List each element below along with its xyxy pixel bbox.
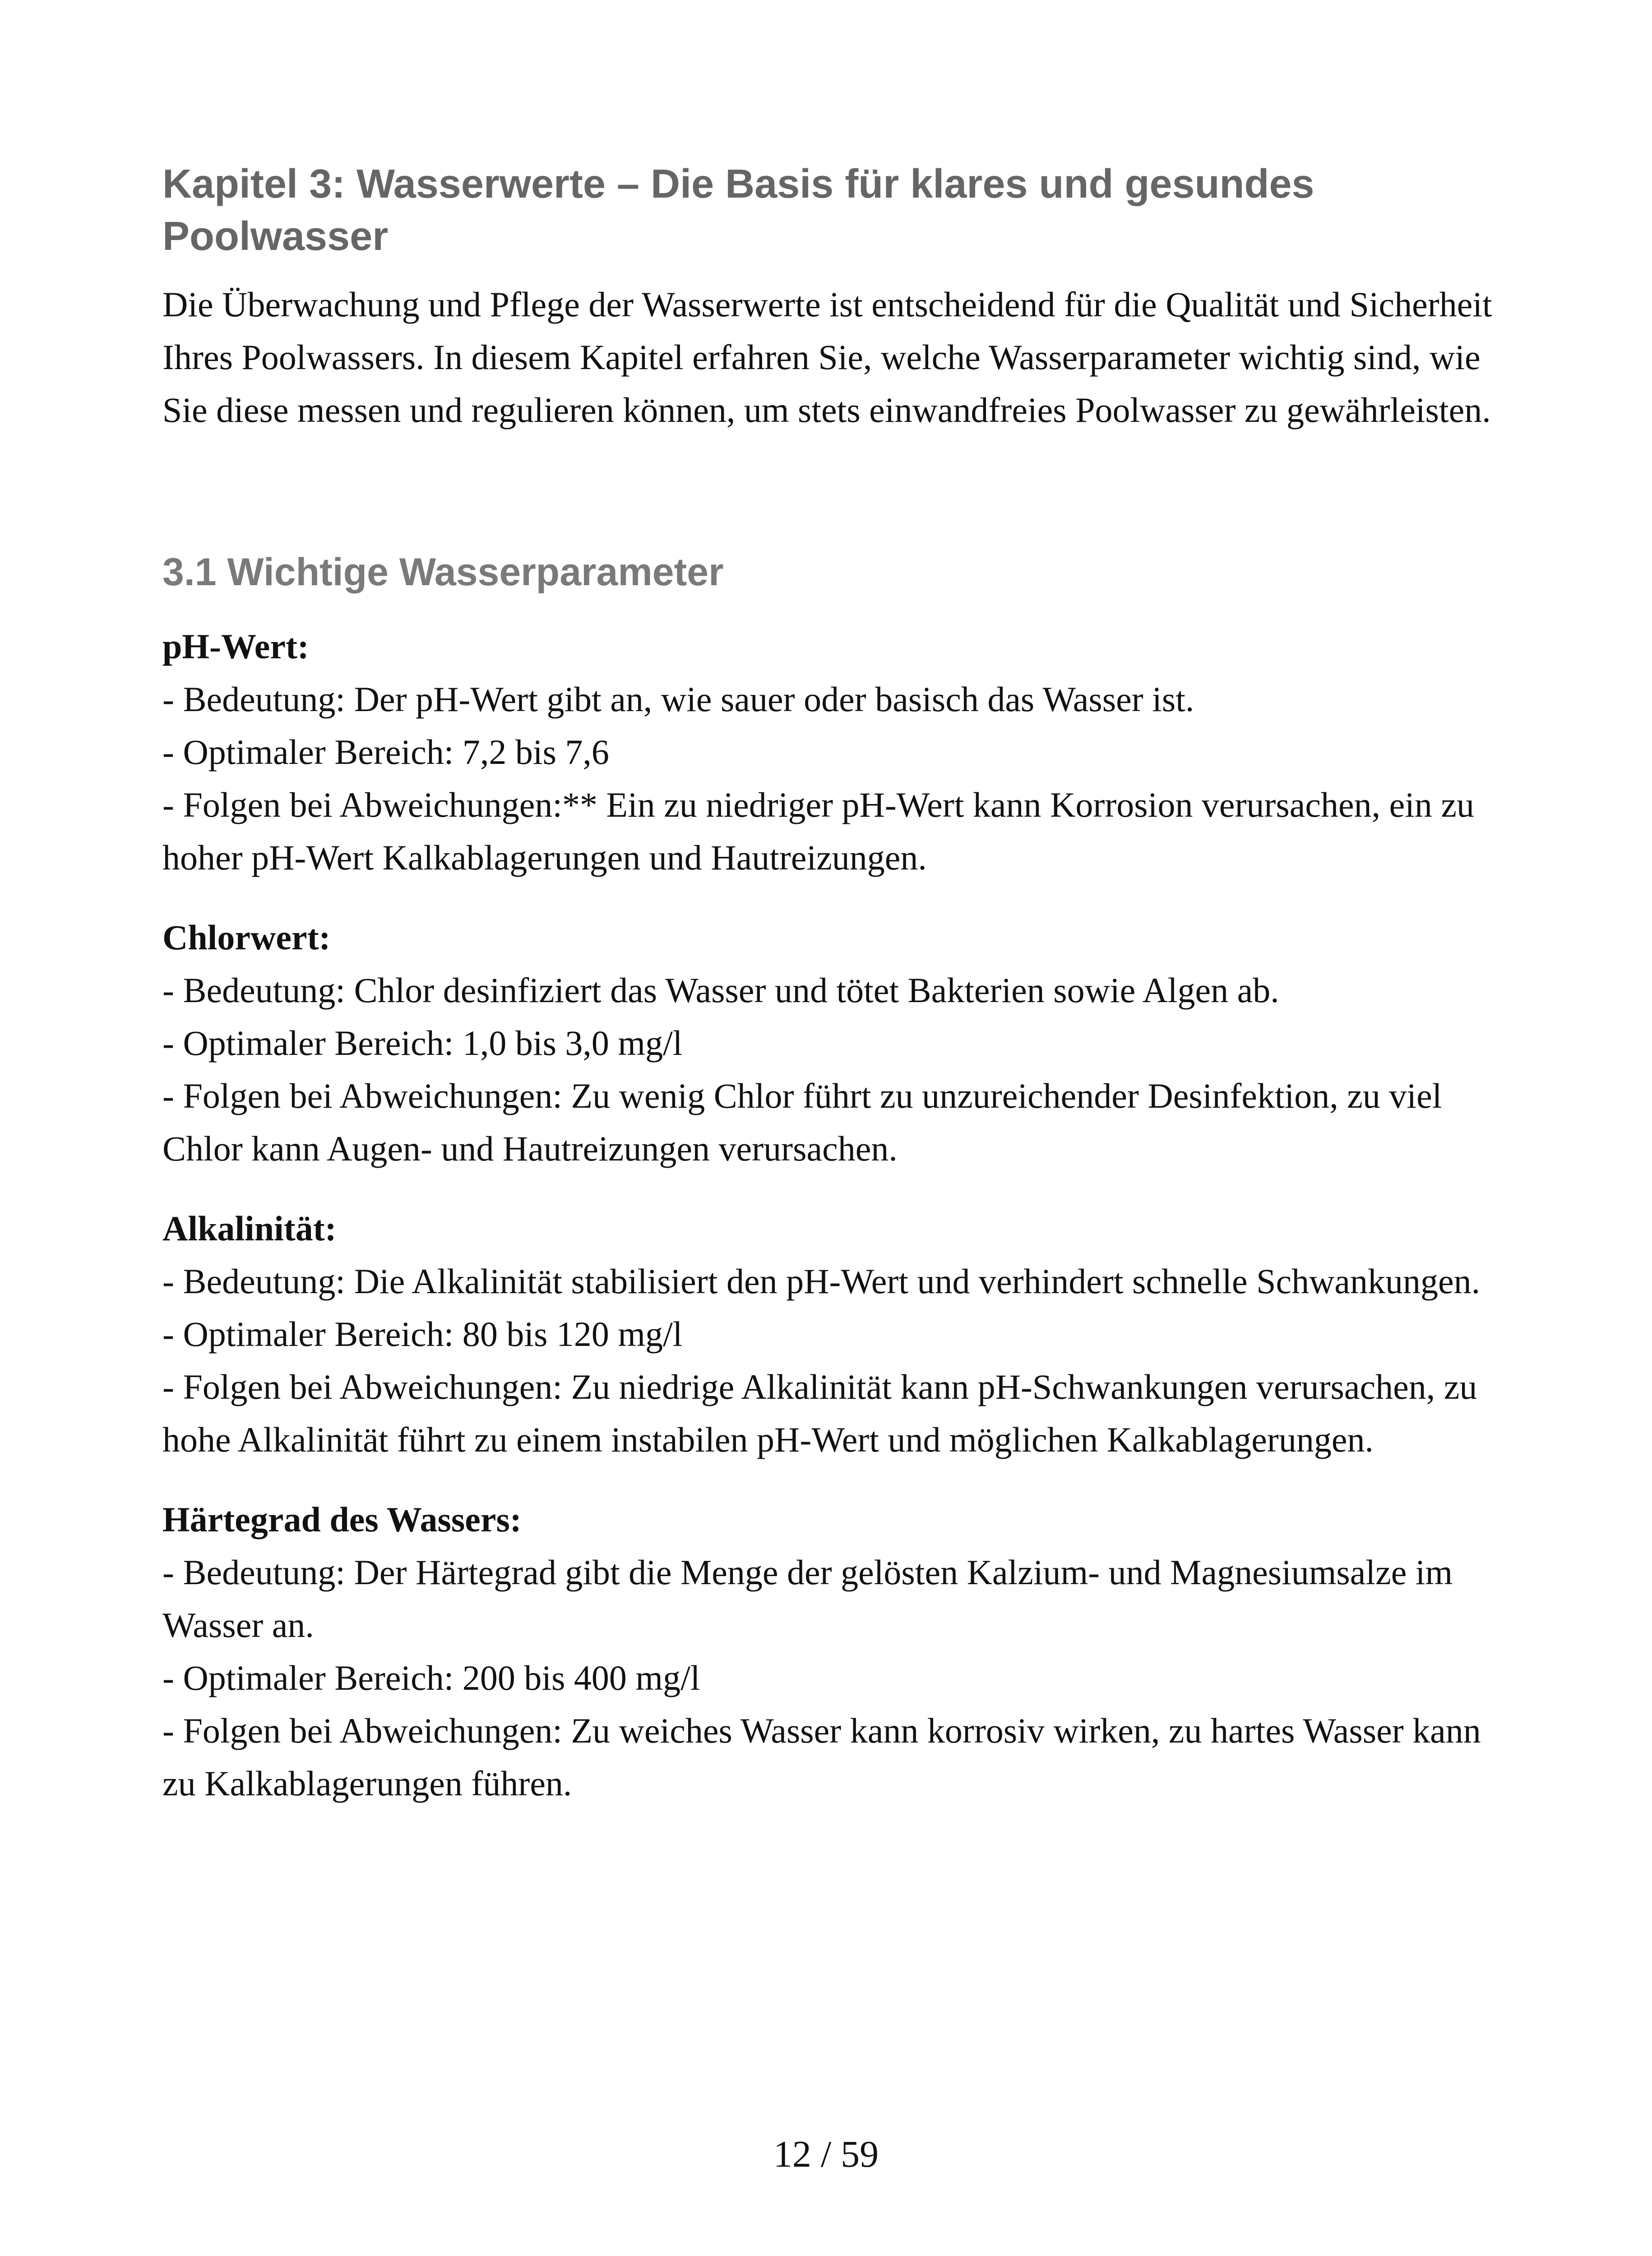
parameter-deviation-consequences: - Folgen bei Abweichungen:** Ein zu niedriger pH-Wert kann Korrosion verursachen, ein zu hoher pH-Wert Kalkablagerungen und Hautreizungen. <box>162 785 1475 877</box>
parameter-name: Chlorwert: <box>162 918 331 957</box>
parameter-optimal-range: - Optimaler Bereich: 200 bis 400 mg/l <box>162 1658 700 1697</box>
parameter-block-chlor <box>162 911 1498 1175</box>
chapter-title: Kapitel 3: Wasserwerte – Die Basis für klares und gesundes Poolwasser <box>162 162 1314 259</box>
parameter-name: Alkalinität: <box>162 1209 337 1248</box>
parameter-name: pH-Wert: <box>162 627 309 666</box>
page-number: 12 / 59 <box>773 2133 879 2175</box>
section-title: 3.1 Wichtige Wasserparameter <box>162 550 724 594</box>
parameter-deviation-consequences: - Folgen bei Abweichungen: Zu wenig Chlor führt zu unzureichender Desinfektion, zu viel Chlor kann Augen- und Hautreizungen verursachen. <box>162 1076 1442 1168</box>
page-content <box>162 158 1498 1810</box>
parameter-meaning: - Bedeutung: Der pH-Wert gibt an, wie sauer oder basisch das Wasser ist. <box>162 680 1194 719</box>
parameter-meaning: - Bedeutung: Chlor desinfiziert das Wasser und tötet Bakterien sowie Algen ab. <box>162 971 1279 1010</box>
parameter-meaning: - Bedeutung: Der Härtegrad gibt die Menge der gelösten Kalzium- und Magnesiumsalze im Wasser an. <box>162 1553 1453 1645</box>
parameter-deviation-consequences: - Folgen bei Abweichungen: Zu niedrige Alkalinität kann pH-Schwankungen verursachen, zu hohe Alkalinität führt zu einem instabilen pH-Wert und möglichen Kalkablagerungen. <box>162 1367 1477 1459</box>
parameter-optimal-range: - Optimaler Bereich: 1,0 bis 3,0 mg/l <box>162 1023 683 1063</box>
parameter-block-alkalinitaet <box>162 1202 1498 1466</box>
parameter-optimal-range: - Optimaler Bereich: 7,2 bis 7,6 <box>162 732 609 772</box>
parameter-block-ph <box>162 620 1498 884</box>
parameter-meaning: - Bedeutung: Die Alkalinität stabilisiert den pH-Wert und verhindert schnelle Schwankungen. <box>162 1262 1481 1301</box>
parameter-block-haertegrad <box>162 1493 1498 1810</box>
parameter-name: Härtegrad des Wassers: <box>162 1500 522 1539</box>
parameter-optimal-range: - Optimaler Bereich: 80 bis 120 mg/l <box>162 1314 683 1354</box>
chapter-intro-paragraph: Die Überwachung und Pflege der Wasserwerte ist entscheidend für die Qualität und Sicherheit Ihres Poolwassers. In diesem Kapitel erfahren Sie, welche Wasserparameter wichtig sind, wie Sie diese messen und regulieren können, um stets einwandfreies Poolwasser zu gewährleisten. <box>162 285 1492 430</box>
parameter-deviation-consequences: - Folgen bei Abweichungen: Zu weiches Wasser kann korrosiv wirken, zu hartes Wasser kann zu Kalkablagerungen führen. <box>162 1711 1481 1803</box>
